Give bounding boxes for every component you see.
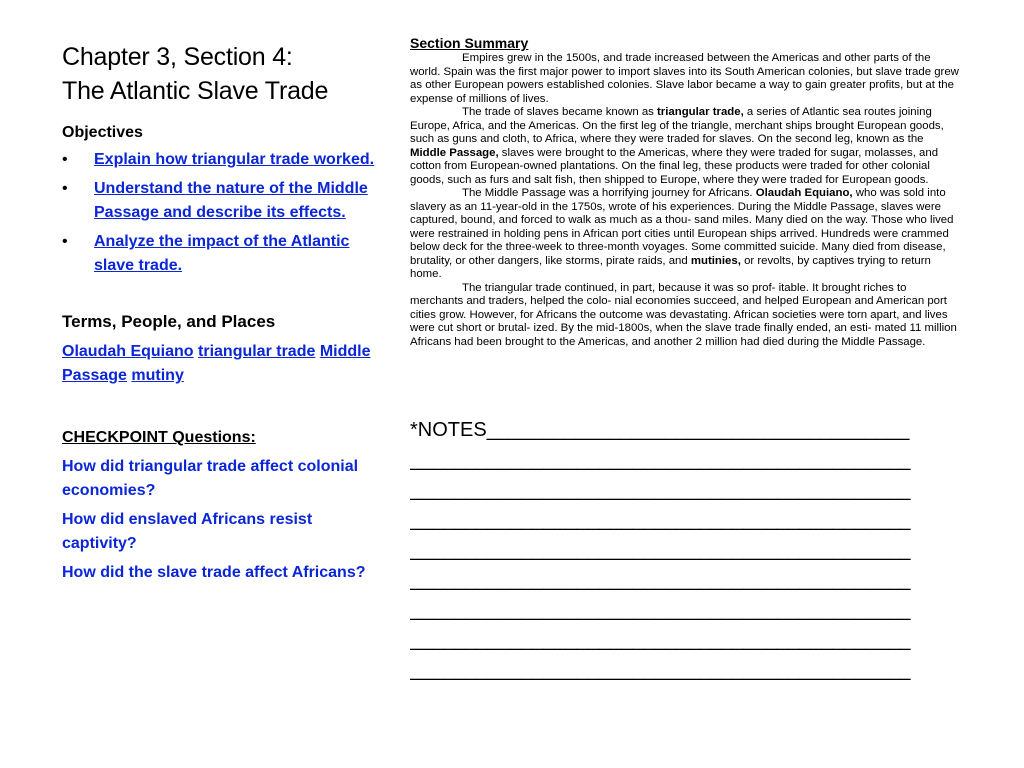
key-term: Middle Passage, (410, 146, 499, 159)
summary-paragraph (410, 52, 962, 106)
summary-text: The trade of slaves became known as (462, 106, 658, 118)
summary-text: Empires grew in the 1500s, and trade increased between the Americas and other parts of the world. Spain was the first major power to import slaves into its South American colonies, but slave trade grew as other European powers established colonies. Slave labor became a way to gain greater profits, but at the expense of millions of lives. (410, 52, 959, 105)
notes-area[interactable] (410, 415, 962, 445)
objective-item (62, 230, 382, 278)
term-link[interactable]: mutiny (131, 367, 184, 384)
notes-line: _____________________________________________ (410, 449, 911, 471)
objective-item (62, 148, 382, 172)
term-link[interactable]: triangular trade (198, 343, 316, 360)
right-column (410, 34, 962, 685)
summary-text: The triangular trade continued, in part, because it was so prof- itable. It brought riches to merchants and traders, helped the colo- nial economies succeed, and helped European and American port cities grow. However, for Africans the outcome was devastating. African societies were torn apart, and lives were cut short or brutal- ized. By the mid-1800s, when the slave trade finally ended, an esti- mated 11 million Africans had been brought to the Americas, and another 2 million had died during the Middle Passage. (410, 281, 957, 348)
objectives-heading: Objectives (62, 124, 143, 141)
summary-paragraph (410, 282, 962, 350)
summary-paragraph (410, 106, 962, 187)
term-link[interactable]: Middle Passage (62, 343, 371, 384)
bullet-icon: • (62, 180, 68, 197)
left-column (62, 40, 382, 585)
summary-text: or revolts, by captives trying to return home. (410, 254, 931, 280)
notes-line: _____________________________________________ (410, 659, 911, 681)
objective-item (62, 177, 382, 225)
notes-line: _____________________________________________ (410, 599, 911, 621)
notes-line: _____________________________________________ (410, 539, 911, 561)
terms-list (62, 340, 382, 388)
objective-link[interactable]: Explain how triangular trade worked. (94, 151, 375, 168)
title-line-1: Chapter 3, Section 4: (62, 43, 293, 71)
page-title (62, 40, 382, 108)
summary-text: The Middle Passage was a horrifying journey for Africans. (462, 187, 756, 199)
objective-link[interactable]: Understand the nature of the Middle Passage and describe its effects. (94, 180, 368, 221)
summary-text: a series of Atlantic sea routes joining Europe, Africa, and the Americas. On the first leg of the triangle, merchant ships brought European goods, such as guns and cloth, to Africa, where they were traded for slaves. On the second leg, known as the (410, 106, 944, 145)
checkpoint-question: How did triangular trade affect colonial economies? (62, 458, 359, 499)
notes-label: *NOTES (410, 419, 487, 441)
notes-first-line: ______________________________________ (486, 419, 910, 441)
checkpoint-question: How did the slave trade affect Africans? (62, 564, 366, 581)
section-summary-heading: Section Summary (410, 35, 529, 51)
checkpoint-question: How did enslaved Africans resist captivity? (62, 511, 313, 552)
notes-line: _____________________________________________ (410, 479, 911, 501)
bullet-icon: • (62, 151, 68, 168)
notes-line: _____________________________________________ (410, 509, 911, 531)
objectives-list (62, 148, 382, 278)
objective-link[interactable]: Analyze the impact of the Atlantic slave trade. (94, 233, 350, 274)
key-term: Olaudah Equiano, (755, 187, 853, 199)
title-line-2: The Atlantic Slave Trade (62, 77, 329, 105)
key-term: triangular trade, (657, 106, 744, 118)
notes-line: _____________________________________________ (410, 629, 911, 651)
checkpoint-heading: CHECKPOINT Questions: (62, 429, 256, 446)
summary-text: slaves were brought to the Americas, where they were traded for sugar, molasses, and cotton from European-owned plantations. On the final leg, these products were traded for other colonial goods, such as furs and salt fish, then shipped to Europe, where they were traded for European goods. (410, 146, 939, 186)
summary-paragraph (410, 187, 962, 282)
notes-line: _____________________________________________ (410, 569, 911, 591)
terms-heading: Terms, People, and Places (62, 312, 276, 331)
term-link[interactable]: Olaudah Equiano (62, 343, 194, 360)
key-term: mutinies, (690, 254, 741, 267)
bullet-icon: • (62, 233, 68, 250)
summary-text: who was sold into slavery as an 11-year-old in the 1750s, wrote of his experiences. During the Middle Passage, slaves were captured, bound, and forced to walk as much as a thou- sand miles. Many died on the way. Those who lived were restrained in holding pens in African port cities until European ships arrived. Hundreds were crammed below deck for the three-week to three-month voyages. Some committed suicide. Many died from disease, brutality, or other dangers, like storms, pirate raids, and (410, 187, 954, 267)
